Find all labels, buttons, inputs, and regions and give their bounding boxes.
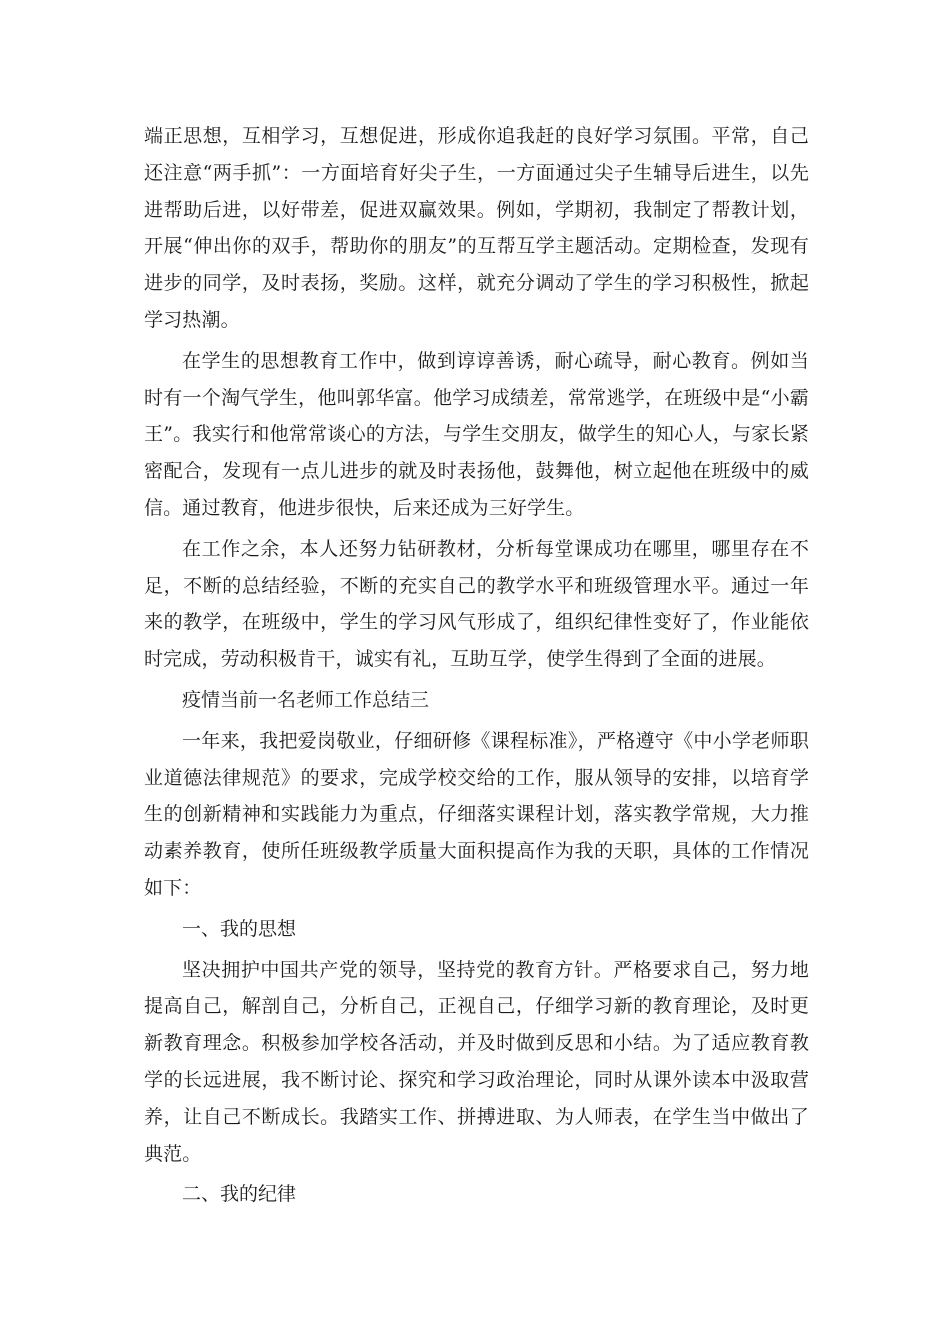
paragraph-1: 端正思想，互相学习，互想促进，形成你追我赶的良好学习氛围。平常，自己还注意“两手抓”：一方面培育好尖子生，一方面通过尖子生辅导后进生，以先进帮助后进，以好带差，促进双赢效果。例如，学期初，我制定了帮教计划，开展“伸出你的双手，帮助你的朋友”的互帮互学主题活动。定期检查，发现有进步的同学，及时表扬，奖励。这样，就充分调动了学生的学习积极性，掀起学习热潮。 xyxy=(144,125,809,331)
paragraph-5: 坚决拥护中国共产党的领导，坚持党的教育方针。严格要求自己，努力地提高自己，解剖自己，分析自己，正视自己，仔细学习新的教育理论，及时更新教育理念。积极参加学校各活动，并及时做到反思和小结。为了适应教育教学的长远进展，我不断讨论、探究和学习政治理论，同时从课外读本中汲取营养，让自己不断成长。我踏实工作、拼搏进取、为人师表，在学生当中做出了典范。 xyxy=(144,958,809,1165)
paragraph-2: 在学生的思想教育工作中，做到谆谆善诱，耐心疏导，耐心教育。例如当时有一个淘气学生，他叫郭华富。他学习成绩差，常常逃学，在班级中是“小霸王”。我实行和他常常谈心的方法，与学生交朋友，做学生的知心人，与家长紧密配合，发现有一点儿进步的就及时表扬他，鼓舞他，树立起他在班级中的威信。通过教育，他进步很快，后来还成为三好学生。 xyxy=(144,349,809,519)
document-page xyxy=(144,118,809,1213)
paragraph-4: 一年来，我把爱岗敬业，仔细研修《课程标准》，严格遵守《中小学老师职业道德法律规范》的要求，完成学校交给的工作，服从领导的安排，以培育学生的创新精神和实践能力为重点，仔细落实课程计划，落实教学常规，大力推动素养教育，使所任班级教学质量大面积提高作为我的天职，具体的工作情况如下： xyxy=(144,729,809,899)
subheading-discipline: 二、我的纪律 xyxy=(182,1183,297,1206)
section-title: 疫情当前一名老师工作总结三 xyxy=(182,688,430,711)
paragraph-3: 在工作之余，本人还努力钻研教材，分析每堂课成功在哪里，哪里存在不足，不断的总结经验，不断的充实自己的教学水平和班级管理水平。通过一年来的教学，在班级中，学生的学习风气形成了，组织纪律性变好了，作业能依时完成，劳动积极肯干，诚实有礼，互助互学，使学生得到了全面的进展。 xyxy=(144,537,809,671)
subheading-thought: 一、我的思想 xyxy=(182,917,297,940)
